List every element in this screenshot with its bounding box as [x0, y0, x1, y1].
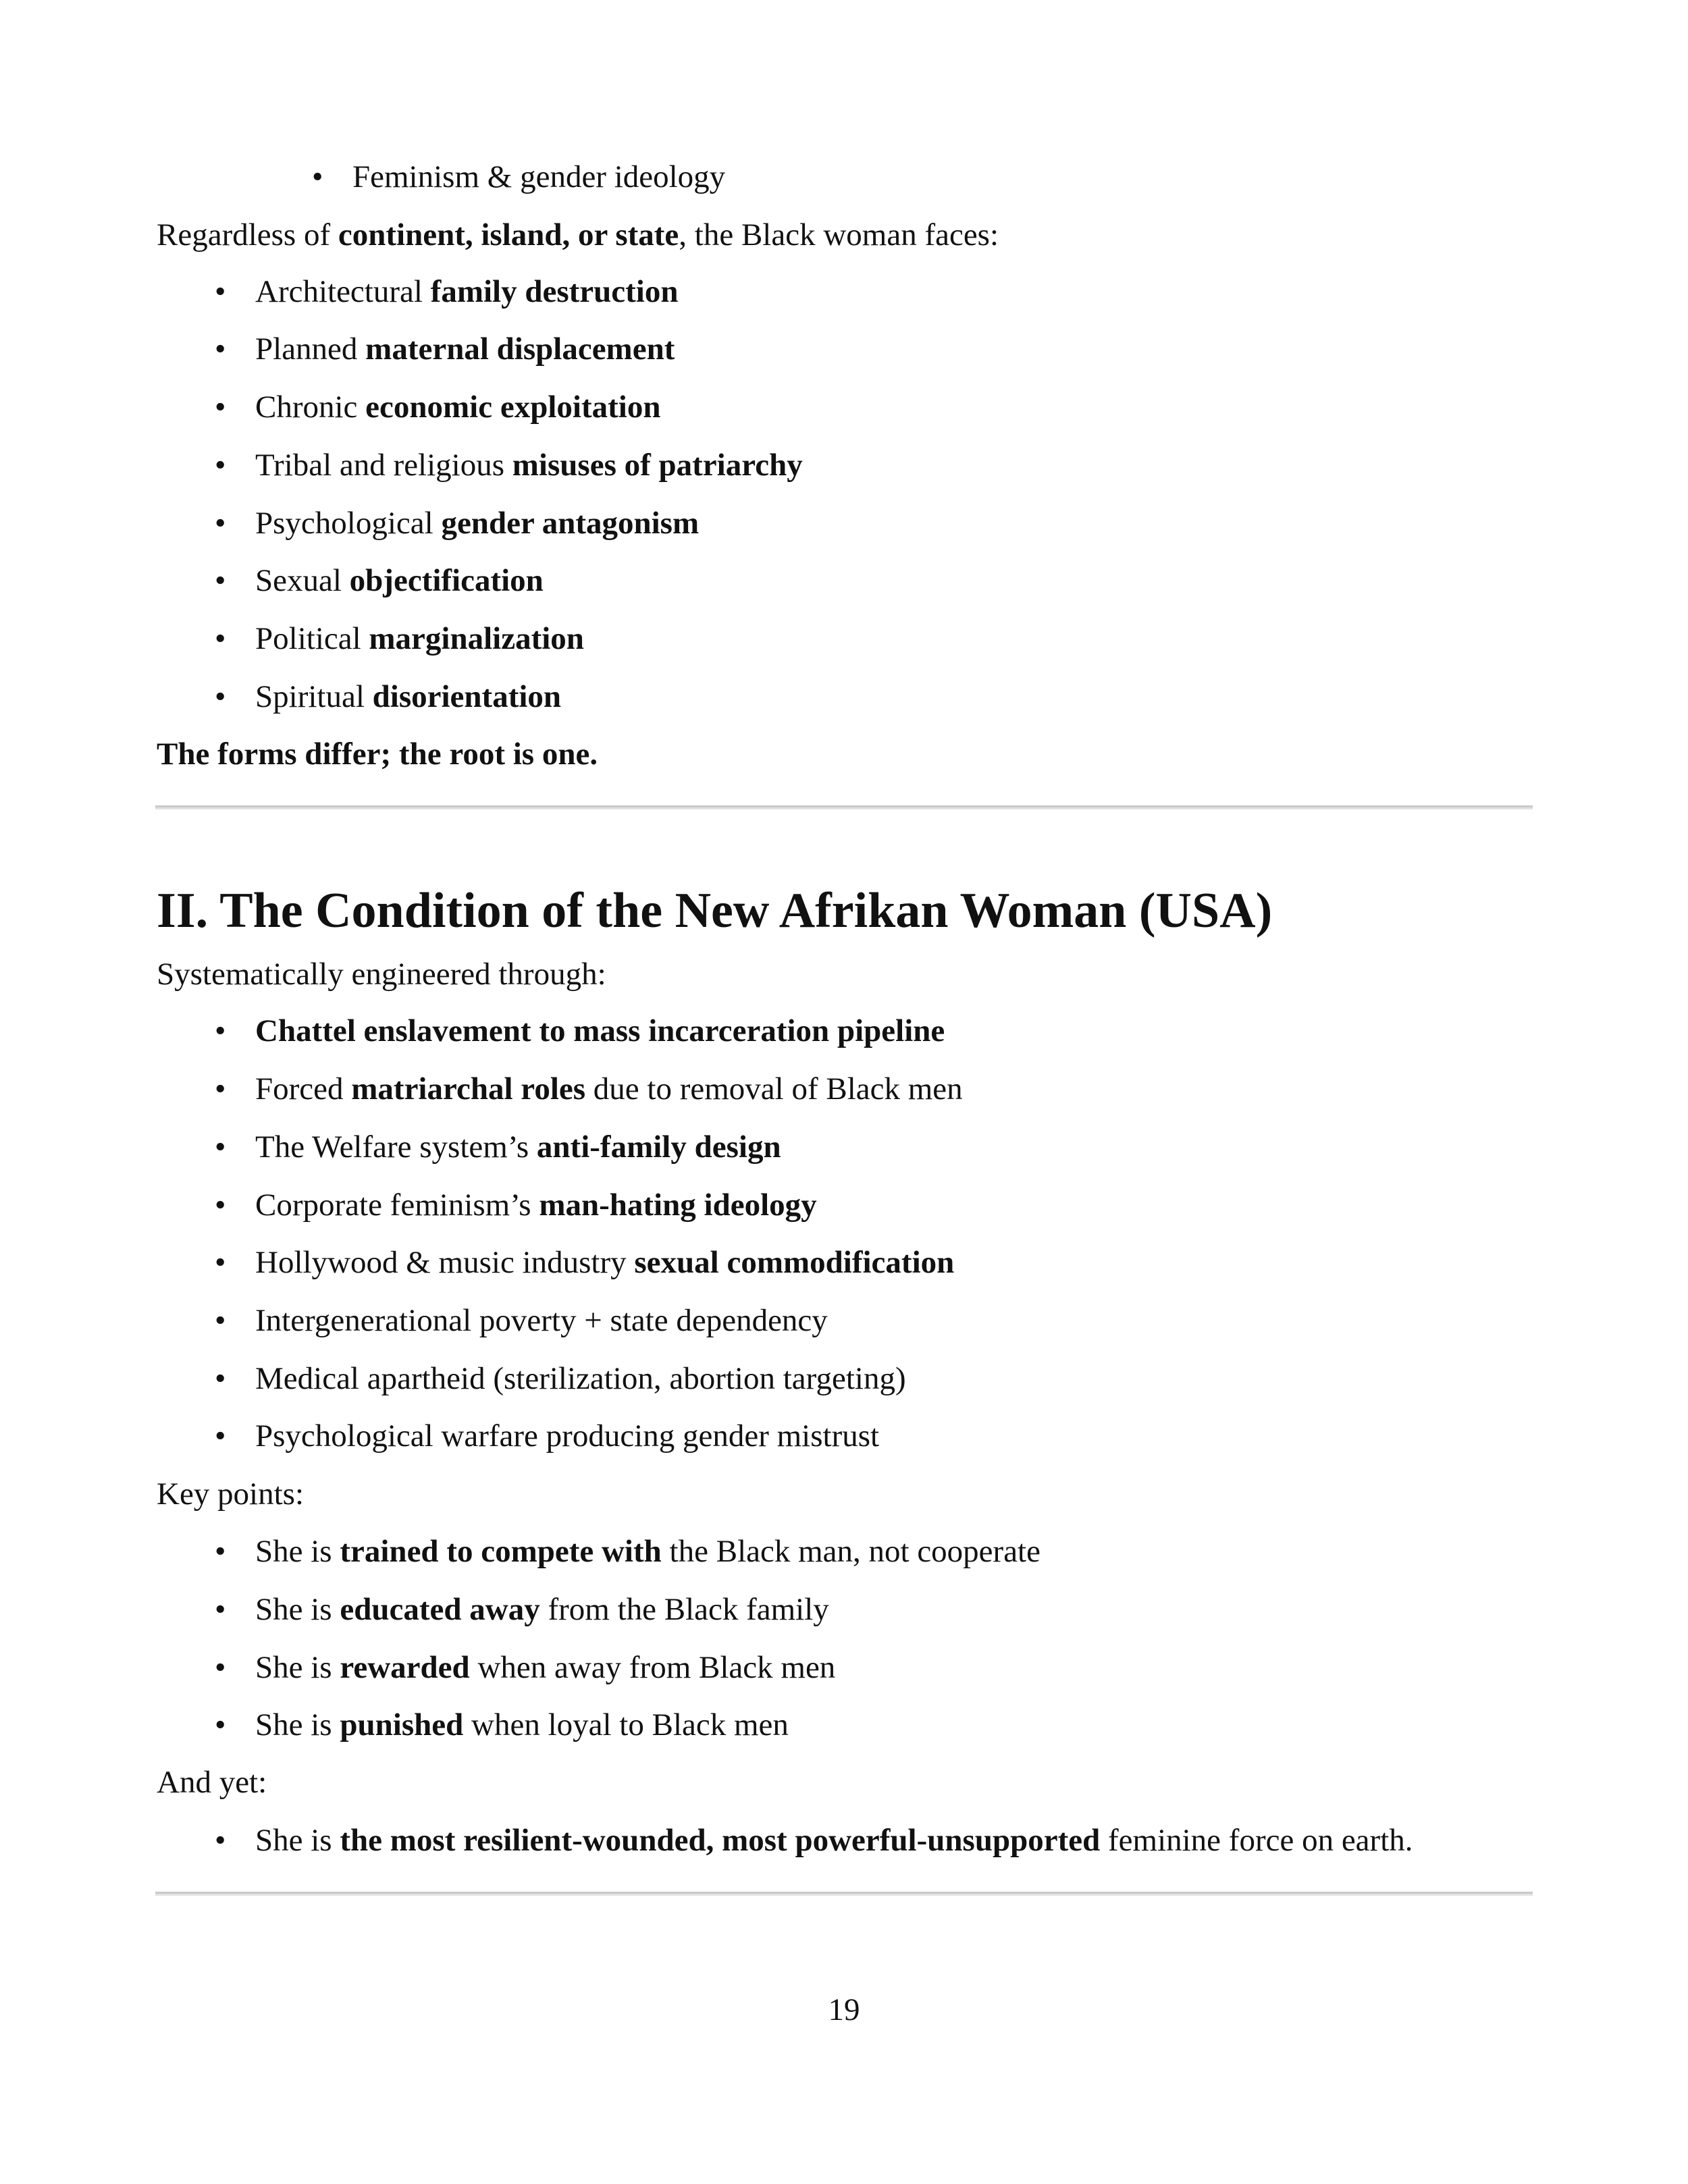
- intro-text: Regardless of: [157, 217, 338, 252]
- section-heading: II. The Condition of the New Afrikan Woman (USA): [157, 883, 1273, 938]
- bullet-glyph: •: [215, 1592, 226, 1627]
- bullet-glyph: •: [215, 1188, 226, 1223]
- list-item-text: She is the most resilient-wounded, most powerful-unsupported feminine force on earth.: [255, 1823, 1413, 1858]
- bullet-glyph: •: [215, 1707, 226, 1742]
- list-item-text: Chattel enslavement to mass incarceration pipeline: [255, 1013, 945, 1048]
- horizontal-divider: [155, 805, 1533, 809]
- list-item-text: Psychological gender antagonism: [255, 506, 700, 541]
- bullet-glyph: •: [215, 1129, 226, 1165]
- and-yet-label: And yet:: [157, 1765, 267, 1800]
- bullet-glyph: •: [215, 390, 226, 425]
- bullet-glyph: •: [215, 1013, 226, 1048]
- bullet-glyph: •: [215, 506, 226, 541]
- list-item-text: Spiritual disorientation: [255, 679, 562, 714]
- list-item-text: Chronic economic exploitation: [255, 390, 661, 425]
- list-item-text: Political marginalization: [255, 621, 584, 656]
- bullet-glyph: •: [215, 331, 226, 367]
- intro-emphasis: continent, island, or state: [338, 217, 679, 252]
- list-item-text: She is rewarded when away from Black men: [255, 1650, 836, 1685]
- horizontal-divider: [155, 1892, 1533, 1896]
- bullet-glyph: •: [215, 621, 226, 656]
- list-item-text: Hollywood & music industry sexual commodification: [255, 1245, 955, 1280]
- list-item-text: Tribal and religious misuses of patriarchy: [255, 448, 803, 483]
- list-item-text: Corporate feminism’s man-hating ideology: [255, 1188, 817, 1223]
- intro-text-end: , the Black woman faces:: [679, 217, 999, 252]
- list-item-text: Intergenerational poverty + state dependency: [255, 1303, 828, 1338]
- bullet-glyph: •: [215, 448, 226, 483]
- bullet-glyph: •: [215, 1361, 226, 1396]
- list-item-text: Sexual objectification: [255, 563, 544, 598]
- key-points-label: Key points:: [157, 1476, 305, 1512]
- bullet-glyph: •: [215, 1823, 226, 1858]
- bullet-glyph: •: [312, 159, 323, 194]
- bullet-glyph: •: [215, 1245, 226, 1280]
- list-item-text: Medical apartheid (sterilization, abortion targeting): [255, 1361, 906, 1396]
- list-item-text: The Welfare system’s anti-family design: [255, 1129, 781, 1165]
- bullet-glyph: •: [215, 679, 226, 714]
- bullet-glyph: •: [215, 1534, 226, 1569]
- list-item-text: She is educated away from the Black family: [255, 1592, 829, 1627]
- bullet-glyph: •: [215, 1071, 226, 1107]
- list-item-text: Forced matriarchal roles due to removal of Black men: [255, 1071, 963, 1107]
- list-item-text: She is punished when loyal to Black men: [255, 1707, 789, 1742]
- list-item-text: She is trained to compete with the Black man, not cooperate: [255, 1534, 1040, 1569]
- list-item-text: Psychological warfare producing gender mistrust: [255, 1418, 880, 1454]
- conclusion-text: The forms differ; the root is one.: [157, 737, 598, 772]
- intro-paragraph: [157, 215, 999, 255]
- list-item-text: Planned maternal displacement: [255, 331, 675, 367]
- engineered-intro: Systematically engineered through:: [157, 957, 606, 992]
- bullet-glyph: •: [215, 1650, 226, 1685]
- list-item-text: Architectural family destruction: [255, 274, 679, 309]
- bullet-glyph: •: [215, 563, 226, 598]
- bullet-glyph: •: [215, 1303, 226, 1338]
- bullet-glyph: •: [215, 1418, 226, 1454]
- page-number: 19: [828, 1992, 860, 2027]
- bullet-glyph: •: [215, 274, 226, 309]
- list-item-text: Feminism & gender ideology: [352, 159, 726, 194]
